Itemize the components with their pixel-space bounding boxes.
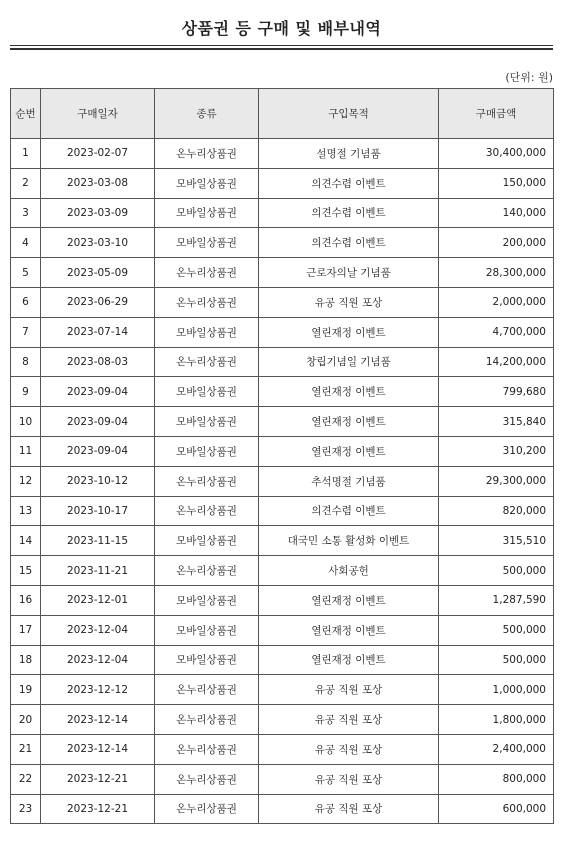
table-row [11,645,554,675]
cell-purchase-date: 2023-12-21 [41,764,155,794]
cell-type: 모바일상품권 [155,168,259,198]
cell-purpose: 유공 직원 포상 [259,734,439,764]
cell-type: 온누리상품권 [155,705,259,735]
cell-amount: 200,000 [439,228,554,258]
cell-purchase-date: 2023-12-04 [41,645,155,675]
cell-purchase-date: 2023-10-17 [41,496,155,526]
table-row [11,168,554,198]
cell-purpose: 의견수렴 이벤트 [259,198,439,228]
cell-type: 모바일상품권 [155,377,259,407]
cell-purchase-date: 2023-12-14 [41,734,155,764]
cell-type: 모바일상품권 [155,526,259,556]
cell-purchase-date: 2023-03-08 [41,168,155,198]
cell-purpose: 대국민 소통 활성화 이벤트 [259,526,439,556]
cell-purpose: 유공 직원 포상 [259,675,439,705]
cell-amount: 140,000 [439,198,554,228]
cell-amount: 28,300,000 [439,258,554,288]
table-row [11,466,554,496]
cell-amount: 1,800,000 [439,705,554,735]
cell-amount: 500,000 [439,645,554,675]
header-amount: 구매금액 [439,89,554,139]
cell-type: 온누리상품권 [155,556,259,586]
cell-purpose: 열린재정 이벤트 [259,317,439,347]
table-body [11,139,554,824]
cell-type: 모바일상품권 [155,228,259,258]
cell-purchase-date: 2023-12-14 [41,705,155,735]
header-seq: 순번 [11,89,41,139]
table-row [11,675,554,705]
cell-seq: 12 [11,466,41,496]
title-rule-thick [10,48,553,50]
cell-type: 모바일상품권 [155,585,259,615]
table-row [11,258,554,288]
cell-purpose: 설명절 기념품 [259,139,439,169]
cell-purchase-date: 2023-05-09 [41,258,155,288]
cell-seq: 13 [11,496,41,526]
table-row [11,556,554,586]
cell-purchase-date: 2023-12-01 [41,585,155,615]
cell-seq: 23 [11,794,41,824]
cell-seq: 4 [11,228,41,258]
cell-type: 모바일상품권 [155,407,259,437]
cell-amount: 310,200 [439,436,554,466]
cell-purchase-date: 2023-08-03 [41,347,155,377]
cell-amount: 14,200,000 [439,347,554,377]
cell-type: 온누리상품권 [155,496,259,526]
cell-purpose: 열린재정 이벤트 [259,377,439,407]
table-row [11,317,554,347]
cell-purchase-date: 2023-09-04 [41,407,155,437]
cell-type: 온누리상품권 [155,794,259,824]
table-row [11,287,554,317]
cell-purpose: 창립기념일 기념품 [259,347,439,377]
cell-seq: 16 [11,585,41,615]
unit-note: (단위: 원) [505,71,553,84]
cell-purpose: 열린재정 이벤트 [259,436,439,466]
cell-seq: 15 [11,556,41,586]
table-row [11,526,554,556]
cell-purchase-date: 2023-10-12 [41,466,155,496]
table-row [11,436,554,466]
cell-seq: 2 [11,168,41,198]
cell-purpose: 열린재정 이벤트 [259,585,439,615]
cell-purchase-date: 2023-11-21 [41,556,155,586]
table-row [11,198,554,228]
cell-purpose: 유공 직원 포상 [259,794,439,824]
cell-type: 온누리상품권 [155,734,259,764]
cell-type: 온누리상품권 [155,466,259,496]
cell-purpose: 유공 직원 포상 [259,764,439,794]
title-rule-thin [10,45,553,46]
cell-seq: 21 [11,734,41,764]
cell-type: 온누리상품권 [155,347,259,377]
cell-amount: 150,000 [439,168,554,198]
cell-purpose: 열린재정 이벤트 [259,615,439,645]
cell-type: 모바일상품권 [155,317,259,347]
cell-seq: 9 [11,377,41,407]
table-row [11,794,554,824]
cell-purpose: 유공 직원 포상 [259,705,439,735]
cell-seq: 10 [11,407,41,437]
cell-amount: 500,000 [439,556,554,586]
cell-seq: 8 [11,347,41,377]
cell-type: 온누리상품권 [155,287,259,317]
cell-purpose: 의견수렴 이벤트 [259,496,439,526]
cell-amount: 1,000,000 [439,675,554,705]
table-row [11,585,554,615]
cell-purpose: 사회공헌 [259,556,439,586]
table-row [11,228,554,258]
table-row [11,139,554,169]
cell-purchase-date: 2023-09-04 [41,377,155,407]
page-title: 상품권 등 구매 및 배부내역 [181,19,382,38]
cell-seq: 5 [11,258,41,288]
table-row [11,734,554,764]
table-row [11,377,554,407]
cell-purchase-date: 2023-03-10 [41,228,155,258]
cell-seq: 7 [11,317,41,347]
purchase-table [10,88,554,824]
cell-purpose: 근로자의날 기념품 [259,258,439,288]
cell-amount: 4,700,000 [439,317,554,347]
header-purchase-date: 구매일자 [41,89,155,139]
table-row [11,705,554,735]
table-row [11,407,554,437]
cell-type: 모바일상품권 [155,615,259,645]
cell-amount: 29,300,000 [439,466,554,496]
cell-purchase-date: 2023-09-04 [41,436,155,466]
cell-purpose: 유공 직원 포상 [259,287,439,317]
cell-amount: 315,510 [439,526,554,556]
cell-purchase-date: 2023-12-12 [41,675,155,705]
table-row [11,764,554,794]
header-purpose: 구입목적 [259,89,439,139]
cell-type: 모바일상품권 [155,436,259,466]
cell-amount: 799,680 [439,377,554,407]
cell-type: 모바일상품권 [155,645,259,675]
cell-type: 온누리상품권 [155,139,259,169]
cell-seq: 22 [11,764,41,794]
cell-seq: 3 [11,198,41,228]
cell-type: 온누리상품권 [155,764,259,794]
cell-amount: 2,400,000 [439,734,554,764]
header-type: 종류 [155,89,259,139]
cell-purchase-date: 2023-02-07 [41,139,155,169]
cell-purchase-date: 2023-07-14 [41,317,155,347]
cell-seq: 1 [11,139,41,169]
cell-seq: 20 [11,705,41,735]
cell-type: 모바일상품권 [155,198,259,228]
cell-seq: 17 [11,615,41,645]
cell-amount: 30,400,000 [439,139,554,169]
cell-amount: 315,840 [439,407,554,437]
cell-amount: 2,000,000 [439,287,554,317]
cell-amount: 600,000 [439,794,554,824]
cell-seq: 6 [11,287,41,317]
cell-purpose: 추석명절 기념품 [259,466,439,496]
title-block [10,12,553,50]
cell-seq: 14 [11,526,41,556]
cell-seq: 11 [11,436,41,466]
cell-amount: 820,000 [439,496,554,526]
cell-purpose: 열린재정 이벤트 [259,645,439,675]
cell-purpose: 열린재정 이벤트 [259,407,439,437]
cell-seq: 19 [11,675,41,705]
table-row [11,615,554,645]
cell-purchase-date: 2023-06-29 [41,287,155,317]
cell-type: 온누리상품권 [155,258,259,288]
cell-amount: 800,000 [439,764,554,794]
cell-seq: 18 [11,645,41,675]
cell-type: 온누리상품권 [155,675,259,705]
cell-purchase-date: 2023-03-09 [41,198,155,228]
cell-purchase-date: 2023-11-15 [41,526,155,556]
cell-purpose: 의견수렴 이벤트 [259,168,439,198]
table-row [11,347,554,377]
cell-purchase-date: 2023-12-21 [41,794,155,824]
cell-amount: 1,287,590 [439,585,554,615]
table-header-row [11,89,554,139]
cell-purchase-date: 2023-12-04 [41,615,155,645]
cell-amount: 500,000 [439,615,554,645]
cell-purpose: 의견수렴 이벤트 [259,228,439,258]
table-row [11,496,554,526]
